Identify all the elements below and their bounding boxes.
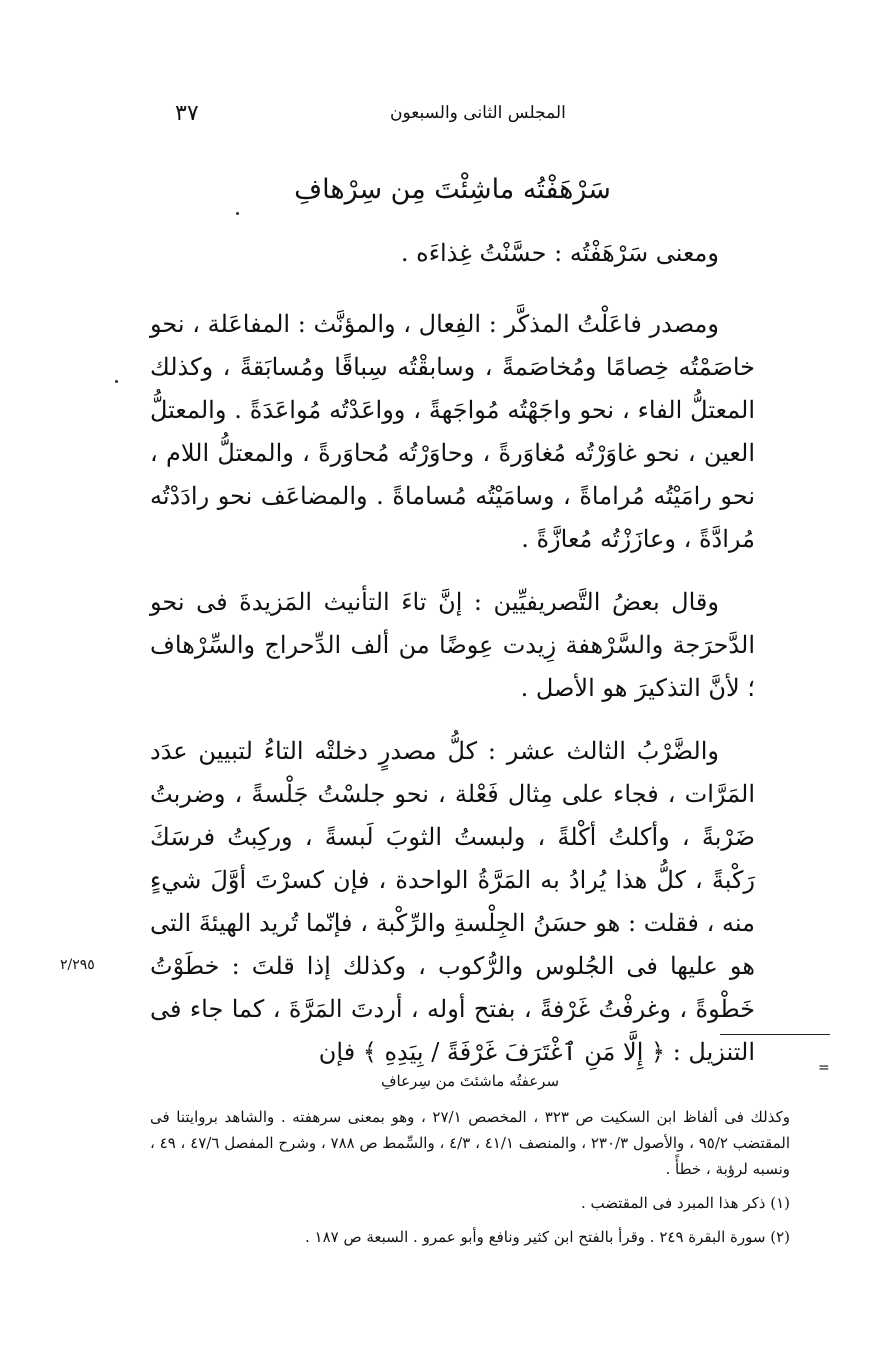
footnote-verse-variant: سرعفتُه ماشئتَ من سِرعافِ [380,1072,560,1090]
page-header [150,95,750,131]
poetry-verse: سَرْهَفْتُه ماشِئْتَ مِن سِرْهافِ [294,174,611,205]
paragraph-masdar-faaala: ومصدر فاعَلْتُ المذكَّر : الفِعال ، والمؤنَّث : المفاعَلة ، نحو خاصَمْتُه خِصامًا ومُخاصَمةً ، وسابقْتُه سِباقًا ومُسابَقةً ، وكذلك المعتلُّ الفاء ، نحو واجَهْتُه مُواجَهةً ، وواعَدْتُه مُواعَدَةً . والمعتلُّ العين ، نحو غاوَرْتُه مُغاوَرةً ، وحاوَرْتُه مُحاوَرةً ، والمعتلُّ اللام ، نحو رامَيْتُه مُراماةً ، وسامَيْتُه مُساماةً . والمضاعَف نحو رادَدْتُه مُرادَّةً ، وعازَزْتُه مُعازَّةً . [150,310,755,553]
footnote-2: (٢) سورة البقرة ٢٤٩ . وقرأ بالفتح ابن كثير ونافع وأبو عمرو . السبعة ص ١٨٧ . [304,1228,790,1246]
footnotes [150,1068,790,1258]
paragraph-tasrifiyyin: وقال بعضُ التَّصريفيِّين : إنَّ تاءَ التأنيث المَزيدةَ فى نحو الدَّحرَجة والسَّرْهفة زِيدت عِوضًا من ألف الدِّحراج والسِّرْهاف ؛ لأنَّ التذكيرَ هو الأصل . [150,588,755,702]
footnote-source-note: وكذلك فى ألفاظ ابن السكيت ص ٣٢٣ ، المخصص ٢٧/١ ، وهو بمعنى سرهفته . والشاهد بروايتنا فى المقتضب ٩٥/٢ ، والأصول ٢٣٠/٣ ، والمنصف ٤١/١ ، ٤/٣ ، والسِّمط ص ٧٨٨ ، وشرح المفصل ٤٧/٦ ، ٤٩ ، ونسبه لرؤبة ، خطأً . [150,1108,791,1178]
main-text [150,170,755,1094]
running-title: المجلس الثانى والسبعون [390,103,566,123]
footnote-1: (١) ذكر هذا المبرد فى المقتضب . [580,1194,790,1212]
footnote-separator [720,1034,830,1035]
page-number: ٣٧ [175,101,199,126]
footnote-continuation-mark: = [818,1060,830,1076]
margin-note: ٢/٢٩٥ [60,957,95,973]
print-speck [115,380,118,383]
verse-meaning: ومعنى سَرْهَفْتُه : حسَّنْتُ غِذاءَه . [400,239,719,267]
paragraph-third-type: والضَّرْبُ الثالث عشر : كلُّ مصدرٍ دخلتْه التاءُ لتبيين عدَد المَرَّات ، فجاء على مِثال فَعْلة ، نحو جلسْتُ جَلْسةً ، وضربتُ ضَرْبةً ، وأكلتُ أكْلةً ، ولبستُ الثوبَ لَبسةً ، وركِبتُ فرسَكَ رَكْبةً ، كلُّ هذا يُرادُ به المَرَّةُ الواحدة ، فإن كسرْتَ أوَّلَ شيءٍ منه ، فقلت : هو حسَنُ الجِلْسةِ والرِّكْبة ، فإنّما تُريد الهيئةَ التى هو عليها فى الجُلوس والرُّكوب ، وكذلك إذا قلتَ : خطَوْتُ خَطْوةً ، وغرفْتُ غَرْفةً ، بفتح أوله ، أردتَ المَرَّةَ ، كما جاء فى التنزيل : ﴿ إِلَّا مَنِ ٱغْتَرَفَ غَرْفَةً / بِيَدِهِ ﴾ فإن [150,737,756,1066]
print-speck [236,212,239,215]
